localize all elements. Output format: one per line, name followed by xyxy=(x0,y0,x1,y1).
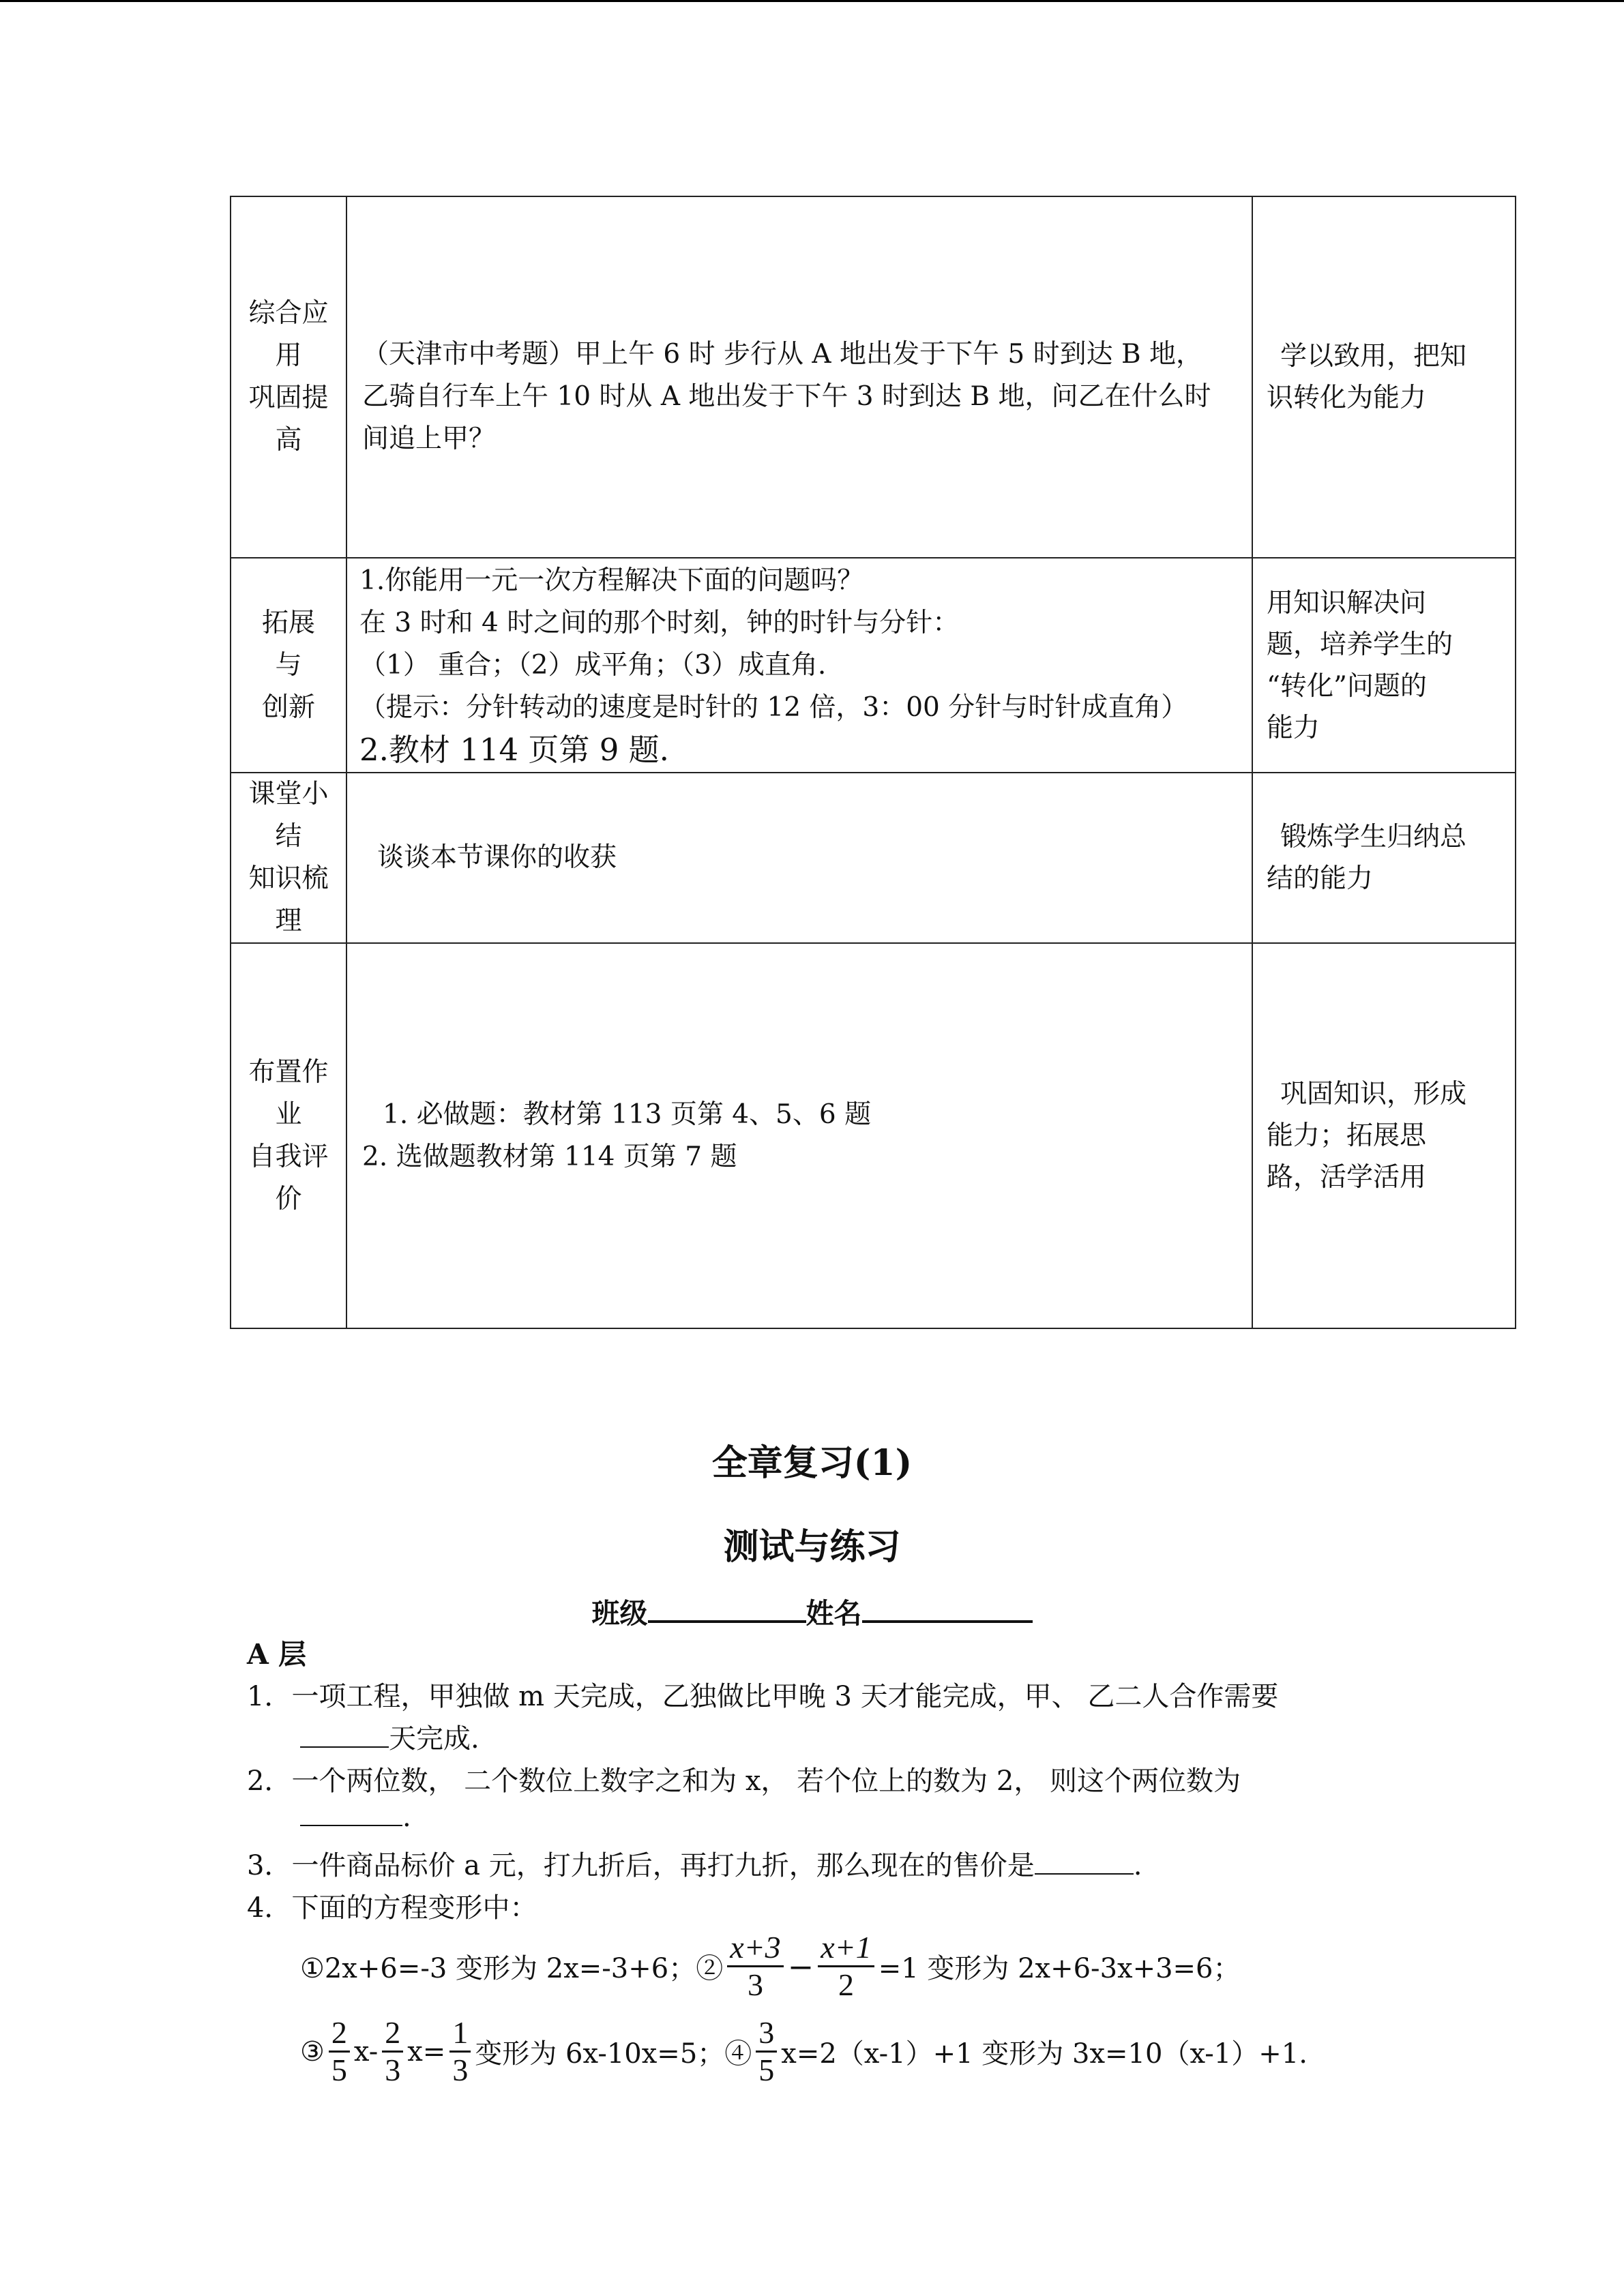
lesson-plan-table xyxy=(230,196,1516,1329)
fraction: $\frac{2}{5}$ xyxy=(329,2015,350,2088)
page-top-border xyxy=(0,0,1624,2)
question-1-cont: 天完成. xyxy=(300,1717,479,1756)
fraction: $\frac{x+3}{3}$ xyxy=(727,1930,783,2003)
content-line: 1. 必做题：教材第 113 页第 4、5、6 题 xyxy=(383,1099,872,1130)
content-line: 乙骑自行车上午 10 时从 A 地出发于下午 3 时到达 B 地，问乙在什么时 xyxy=(362,381,1211,412)
table-row xyxy=(231,943,1516,1328)
name-blank[interactable] xyxy=(862,1596,1033,1623)
question-2: 2．一个两位数， 二个数位上数字之和为 x， 若个位上的数为 2， 则这个两位数为 xyxy=(247,1765,1241,1797)
content-line: （1） 重合；（2）成平角；（3）成直角. xyxy=(359,649,827,681)
stage-cell xyxy=(231,558,346,773)
table-row xyxy=(231,773,1516,943)
stage-line: 课堂小 xyxy=(248,779,329,809)
question-4: 4．下面的方程变形中： xyxy=(247,1892,537,1924)
stage-line: 布置作 xyxy=(248,1056,329,1088)
chapter-title: 全章复习(1) xyxy=(711,1442,913,1484)
answer-blank[interactable] xyxy=(300,1804,402,1826)
stage-line: 创新 xyxy=(261,691,315,723)
level-label: A 层 xyxy=(247,1638,307,1671)
stage-line: 拓展 xyxy=(261,607,315,638)
purpose-line: 巩固知识，形成 xyxy=(1280,1079,1467,1109)
equation-line-2: ③ $\frac{2}{5}$ x- $\frac{2}{3}$ x= $\frac{1}{3}$ 变形为 6x-10x=5；④ $\frac{3}{5}$ x=2（x-1）+1 变形为 3x=10（x-1）+1. xyxy=(300,2015,1308,2087)
section-subtitle: 测试与练习 xyxy=(723,1526,901,1568)
question-1: 1．一项工程，甲独做 m 天完成，乙独做比甲晚 3 天才能完成，甲、 乙二人合作需要 xyxy=(247,1681,1279,1712)
answer-blank[interactable] xyxy=(300,1726,389,1748)
purpose-line: 能力 xyxy=(1267,712,1320,743)
stage-line: 高 xyxy=(275,425,302,456)
purpose-line: 学以致用，把知 xyxy=(1280,341,1467,372)
stage-line: 理 xyxy=(275,906,302,936)
purpose-line: “转化”问题的 xyxy=(1267,670,1427,702)
stage-line: 用 xyxy=(275,340,302,371)
stage-cell xyxy=(231,773,346,943)
content-line: 2. 选做题教材第 114 页第 7 题 xyxy=(362,1141,737,1172)
stage-line: 知识梳 xyxy=(248,863,329,894)
name-label: 姓名 xyxy=(806,1597,862,1630)
class-name-line xyxy=(0,1591,1624,1631)
stage-line: 与 xyxy=(275,649,302,681)
equation-line-1: ①2x+6=-3 变形为 2x=-3+6；② $\frac{x+3}{3}$ − $\frac{x+1}{2}$ =1 变形为 2x+6-3x+3=6； xyxy=(300,1930,1241,2002)
answer-blank[interactable] xyxy=(1035,1853,1134,1875)
stage-line: 业 xyxy=(275,1099,302,1130)
purpose-line: 结的能力 xyxy=(1267,863,1374,894)
content-cell xyxy=(346,773,1252,943)
stage-cell xyxy=(231,196,346,558)
stage-line: 综合应 xyxy=(248,298,329,329)
stage-line: 巩固提 xyxy=(248,383,329,413)
purpose-cell xyxy=(1252,773,1516,943)
purpose-line: 识转化为能力 xyxy=(1267,383,1427,413)
question-3: 3．一件商品标价 a 元，打九折后，再打九折，那么现在的售价是 . xyxy=(247,1850,1142,1881)
purpose-line: 题，培养学生的 xyxy=(1267,629,1453,660)
content-line: 间追上甲？ xyxy=(362,423,496,454)
class-blank[interactable] xyxy=(648,1596,806,1623)
purpose-cell xyxy=(1252,196,1516,558)
content-line: （天津市中考题）甲上午 6 时 步行从 A 地出发于下午 5 时到达 B 地， xyxy=(362,339,1203,370)
content-line: 谈谈本节课你的收获 xyxy=(377,842,617,873)
purpose-line: 锻炼学生归纳总 xyxy=(1280,822,1467,852)
content-line: （提示：分针转动的速度是时针的 12 倍，3：00 分针与时针成直角） xyxy=(359,691,1188,723)
content-cell xyxy=(346,558,1252,773)
purpose-line: 用知识解决问 xyxy=(1267,587,1427,618)
content-cell xyxy=(346,196,1252,558)
content-line: 2.教材 114 页第 9 题. xyxy=(359,731,669,768)
stage-cell xyxy=(231,943,346,1328)
stage-line: 自我评 xyxy=(248,1141,329,1172)
purpose-cell xyxy=(1252,943,1516,1328)
class-label: 班级 xyxy=(591,1597,648,1630)
purpose-cell xyxy=(1252,558,1516,773)
fraction: $\frac{1}{3}$ xyxy=(449,2015,471,2088)
fraction: $\frac{3}{5}$ xyxy=(756,2015,777,2088)
fraction: $\frac{2}{3}$ xyxy=(382,2015,403,2088)
purpose-line: 能力；拓展思 xyxy=(1267,1120,1427,1151)
stage-line: 价 xyxy=(275,1183,302,1214)
question-2-cont: . xyxy=(300,1802,411,1833)
table-row xyxy=(231,196,1516,558)
table-row xyxy=(231,558,1516,773)
stage-line: 结 xyxy=(275,821,302,852)
fraction: $\frac{x+1}{2}$ xyxy=(818,1930,874,2003)
content-cell xyxy=(346,943,1252,1328)
content-line: 在 3 时和 4 时之间的那个时刻，钟的时针与分针： xyxy=(359,607,960,638)
purpose-line: 路，活学活用 xyxy=(1267,1162,1427,1193)
content-line: 1.你能用一元一次方程解决下面的问题吗？ xyxy=(359,565,864,596)
